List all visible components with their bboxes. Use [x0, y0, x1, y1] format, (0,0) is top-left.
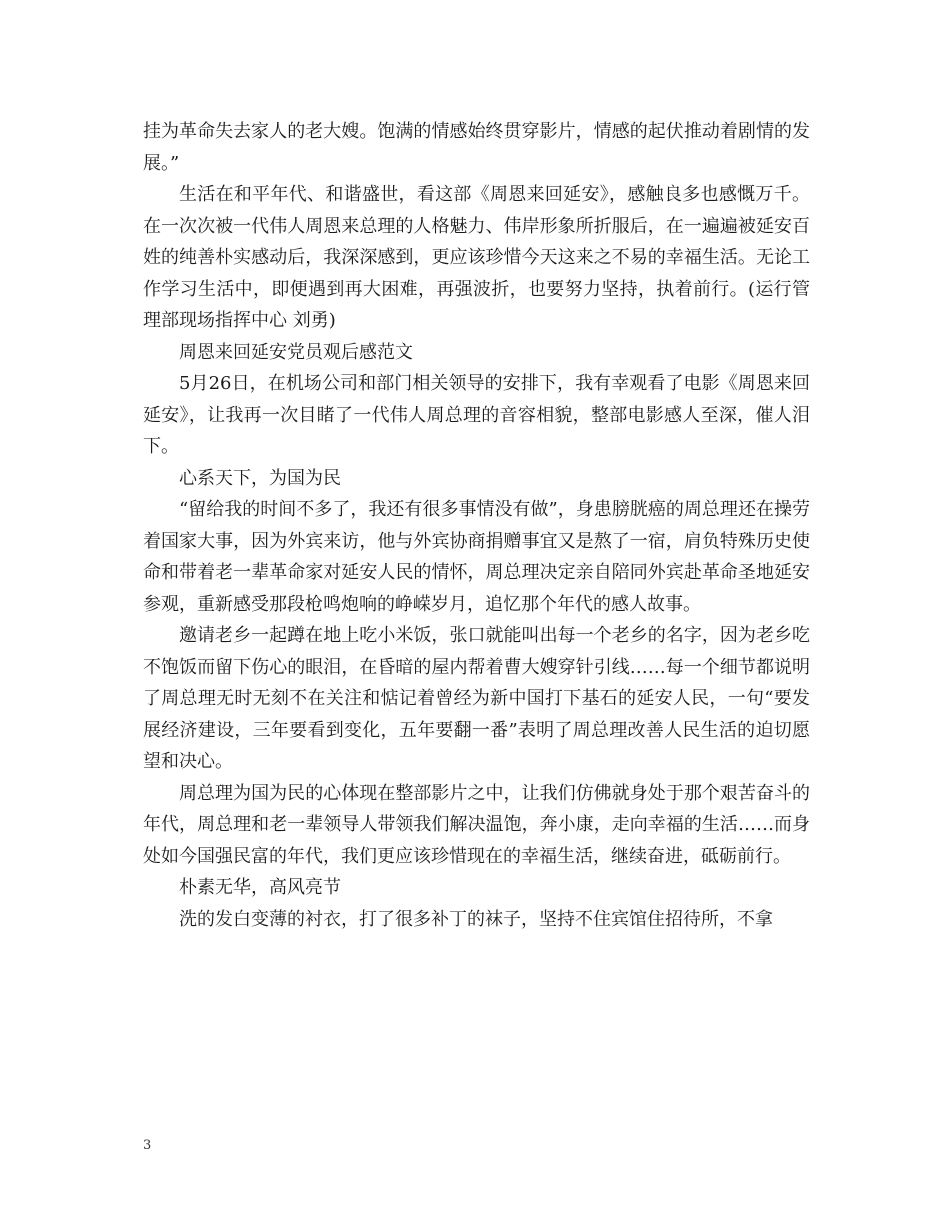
paragraph-for-the-people: 周总理为国为民的心体现在整部影片之中，让我们仿佛就身处于那个艰苦奋斗的年代，周总理和老一辈领导人带领我们解决温饱，奔小康，走向幸福的生活……而身处如今国强民富的年代，我们更应该珍惜现在的幸福生活，继续奋进，砥砺前行。: [143, 782, 810, 867]
paragraph-state-affairs: “留给我的时间不多了，我还有很多事情没有做”，身患膀胱癌的周总理还在操劳着国家大事，因为外宾来访，他与外宾协商捐赠事宜又是熬了一宿，肩负特殊历史使命和带着老一辈革命家对延安人民的情怀，周总理决定亲自陪同外宾赴革命圣地延安参观，重新感受那段枪鸣炮响的峥嵘岁月，追忆那个年代的感人故事。: [143, 499, 810, 615]
section-title: 周恩来回延安党员观后感范文: [179, 341, 413, 363]
subheading-caring-for-the-world: 心系天下，为国为民: [179, 467, 341, 489]
subheading-simplicity: 朴素无华，高风亮节: [179, 877, 341, 898]
paragraph-continuation: 挂为革命失去家人的老大嫂。饱满的情感始终贯穿影片，情感的起伏推动着剧情的发展。”: [143, 121, 810, 174]
document-body: [143, 116, 810, 935]
page-number: 3: [143, 1138, 152, 1153]
paragraph-reflection: 生活在和平年代、和谐盛世，看这部《周恩来回延安》，感触良多也感慨万千。在一次次被一代伟人周恩来总理的人格魅力、伟岸形象所折服后，在一遍遍被延安百姓的纯善朴实感动后，我深深感到，更应该珍惜今天这来之不易的幸福生活。无论工作学习生活中，即便遇到再大困难，再强波折，也要努力坚持，执着前行。(运行管理部现场指挥中心 刘勇): [143, 184, 810, 331]
paragraph-frugality: 洗的发白变薄的衬衣，打了很多补丁的袜子，坚持不住宾馆住招待所，不拿: [179, 908, 773, 930]
paragraph-intro: 5月26日，在机场公司和部门相关领导的安排下，我有幸观看了电影《周恩来回延安》，让我再一次目睹了一代伟人周总理的音容相貌，整部电影感人至深，催人泪下。: [143, 373, 810, 457]
paragraph-villagers: 邀请老乡一起蹲在地上吃小米饭，张口就能叫出每一个老乡的名字，因为老乡吃不饱饭而留下伤心的眼泪，在昏暗的屋内帮着曹大嫂穿针引线……每一个细节都说明了周总理无时无刻不在关注和惦记着曾经为新中国打下基石的延安人民，一句“要发展经济建设，三年要看到变化，五年要翻一番”表明了周总理改善人民生活的迫切愿望和决心。: [143, 625, 810, 772]
